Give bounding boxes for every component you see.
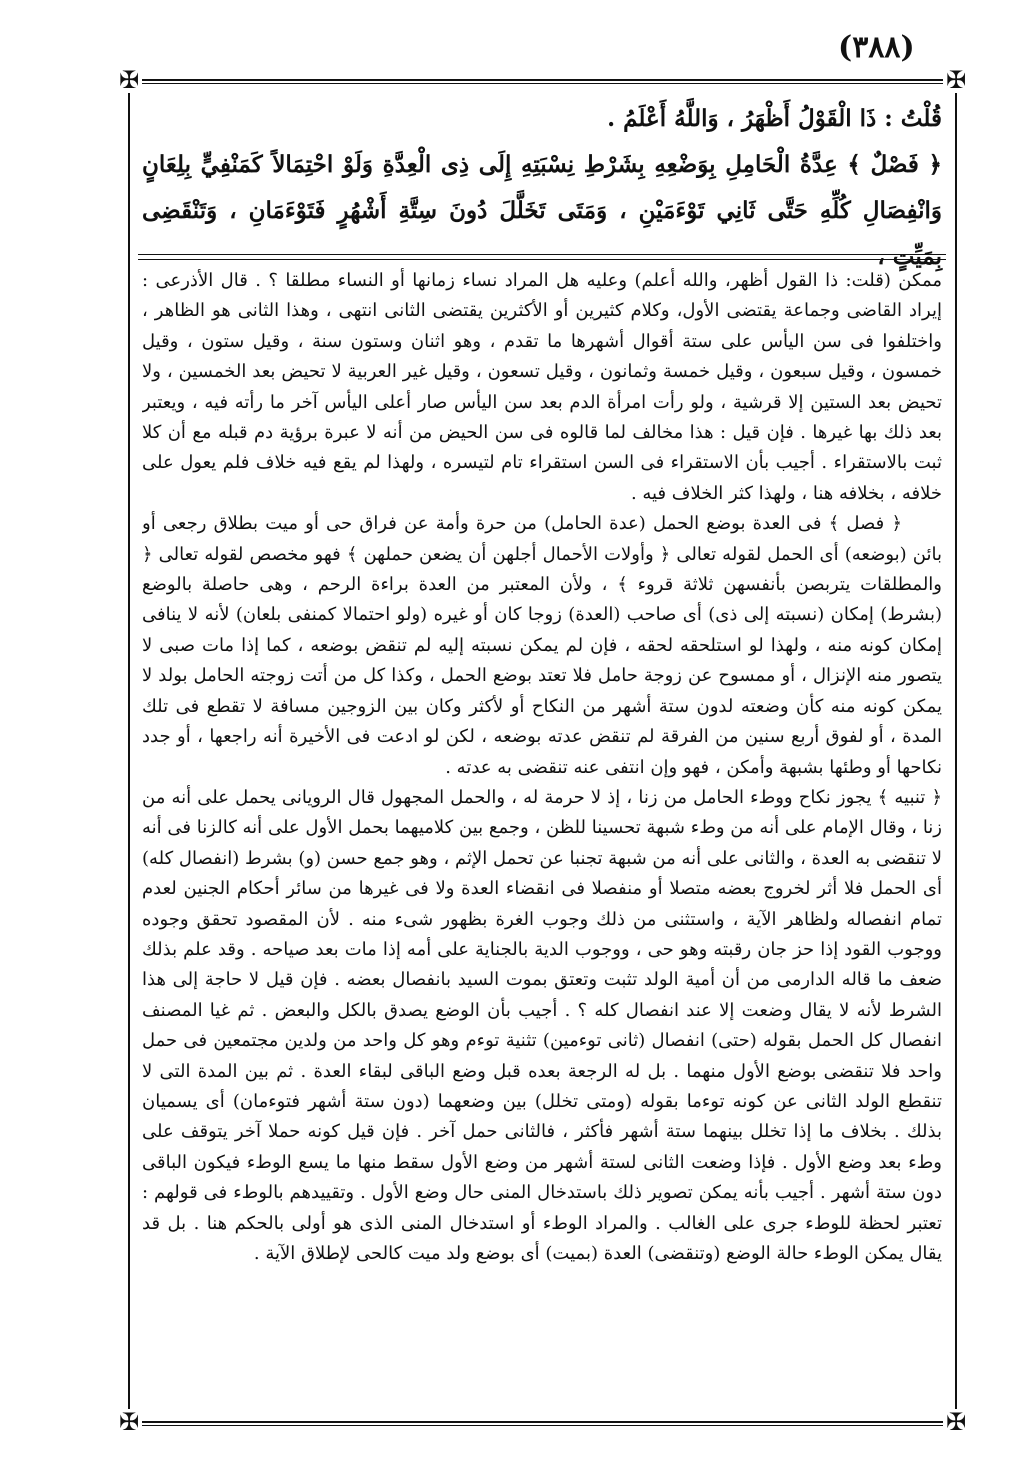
commentary-paragraph: ﴿ فصل ﴾ فى العدة بوضع الحمل (عدة الحامل) من حرة وأمة عن فراق حى أو ميت بطلاق رجعى أو بائن (بوضعه) أى الحمل لقوله تعالى ﴿ وأولات الأحمال أجلهن أن يضعن حملهن ﴾ فهو مخصص لقوله تعالى ﴿ والمطلقات يتربصن بأنفسهن ثلاثة قروء ﴾ ، ولأن المعتبر من العدة براءة الرحم ، وهى حاصلة بالوضع (بشرط) إمكان (نسبته إلى ذى) أى صاحب (العدة) زوجا كان أو غيره (ولو احتمالا كمنفى بلعان) لأنه لا ينافى إمكان كونه منه ، ولهذا لو استلحقه لحقه ، فإن لم يمكن نسبته إليه لم تنقض بوضعه ، كما إذا مات صبى لا يتصور منه الإنزال ، أو ممسوح عن زوجة حامل فلا تعتد بوضع الحمل ، وكذا كل من أتت زوجته الحامل بولد لا يمكن كونه منه كأن وضعته لدون ستة أشهر من النكاح أو لأكثر وكان بين الزوجين مسافة لا تقطع فى تلك المدة ، أو لفوق أربع سنين من الفرقة لم تنقض عدته بوضعه ، لكن لو ادعت فى الأخيرة أنه راجعها ، أو جدد نكاحها أو وطئها بشبهة وأمكن ، فهو وإن انتفى عنه تنقضى به عدته . [142, 513, 942, 778]
frame-top-border [128, 79, 957, 81]
frame-top-inner-border [128, 83, 957, 84]
corner-ornament-icon: ✠ [943, 67, 969, 93]
section-divider [138, 259, 946, 260]
page-number: (٣٨٨) [838, 30, 915, 65]
matn-text [142, 96, 942, 280]
frame-bottom-inner-border [128, 1425, 957, 1426]
matn-line: ﴿ فَصْلٌ ﴾ عِدَّةُ الْحَامِلِ بِوَضْعِهِ بِشَرْطِ نِسْبَتِهِ إِلَى ذِى الْعِدَّةِ وَلَوْ احْتِمَالاً كَمَنْفِيٍّ بِلِعَانٍ وَانْفِصَالِ كُلِّهِ حَتَّى ثَانِي تَوْءَمَيْنِ ، وَمَتَى تَخَلَّلَ دُونَ سِتَّةِ أَشْهُرٍ فَتَوْءَمَانِ ، وَتَنْقَضِى بِمَيِّتٍ ، [142, 151, 942, 270]
commentary-paragraph: ﴿ تنبيه ﴾ يجوز نكاح ووطء الحامل من زنا ، إذ لا حرمة له ، والحمل المجهول قال الرويانى يحمل على أنه من زنا ، وقال الإمام على أنه من وطء شبهة تحسينا للظن ، وجمع بين كلاميهما بحمل الأول على أنه كالزنا فى أنه لا تنقضى به العدة ، والثانى على أنه من شبهة تجنبا عن تحمل الإثم ، وهو جمع حسن (و) بشرط (انفصال كله) أى الحمل فلا أثر لخروج بعضه متصلا أو منفصلا فى انقضاء العدة ولا فى غيرها من سائر أحكام الجنين لعدم تمام انفصاله ولظاهر الآية ، واستثنى من ذلك وجوب الغرة بظهور شىء منه . لأن المقصود تحقق وجوده ووجوب القود إذا حز جان رقبته وهو حى ، ووجوب الدية بالجناية على أمه إذا مات بعد صياحه . وقد علم بذلك ضعف ما قاله الدارمى من أن أمية الولد تثبت وتعتق بموت السيد بانفصال بعضه . فإن قيل لا حاجة إلى هذا الشرط لأنه لا يقال وضعت إلا عند انفصال كله ؟ . أجيب بأن الوضع يصدق بالكل والبعض . ثم غيا المصنف انفصال كل الحمل بقوله (حتى) انفصال (ثانى توءمين) تثنية توءم وهو كل واحد من ولدين مجتمعين فى حمل واحد فلا تنقضى بوضع الأول منهما . بل له الرجعة بعده قبل وضع الباقى لبقاء العدة . ثم بين المدة التى لا تنقطع الولد الثانى عن كونه توءما بقوله (ومتى تخلل) بين وضعهما (دون ستة أشهر فتوءمان) أى يسميان بذلك . بخلاف ما إذا تخلل بينهما ستة أشهر فأكثر ، فالثانى حمل آخر . فإن قيل كونه حملا آخر يتوقف على وطء بعد وضع الأول . فإذا وضعت الثانى لستة أشهر من وضع الأول سقط منها ما يسع الوطء فيكون الباقى دون ستة أشهر . أجيب بأنه يمكن تصوير ذلك باستدخال المنى حال وضع الأول . وتقييدهم بالوطء فى قولهم : تعتبر لحظة للوطء جرى على الغالب . والمراد الوطء أو استدخال المنى الذى هو أولى بالحكم هنا . بل قد يقال يمكن الوطء حالة الوضع (وتنقضى) العدة (بميت) أى بوضع ولد ميت كالحى لإطلاق الآية . [142, 786, 942, 1264]
frame-right-border [955, 79, 957, 1425]
matn-line: قُلْتُ : ذَا الْقَوْلُ أَظْهَرُ ، وَاللَّهُ أَعْلَمُ . [607, 105, 942, 132]
corner-ornament-icon: ✠ [943, 1409, 969, 1435]
corner-ornament-icon: ✠ [116, 67, 142, 93]
corner-ornament-icon: ✠ [116, 1409, 142, 1435]
section-divider [138, 254, 946, 255]
commentary-paragraph: ممكن (قلت: ذا القول أظهر، والله أعلم) وعليه هل المراد نساء زمانها أو النساء مطلقا ؟ . قال الأذرعى : إيراد القاضى وجماعة يقتضى الأول، وكلام كثيرين أو الأكثرين يقتضى الثانى انتهى ، وهذا الثانى هو الظاهر ، واختلفوا فى سن اليأس على ستة أقوال أشهرها ما تقدم ، وهو اثنان وستون سنة ، وقيل ستون ، وقيل خمسون ، وقيل سبعون ، وقيل خمسة وثمانون ، وقيل تسعون ، وقيل غير العربية لا تحيض بعد الخمسين ، ولا تحيض بعد الستين إلا قرشية ، ولو رأت امرأة الدم بعد سن اليأس صار أعلى اليأس آخر ما رأته فيه ، ويعتبر بعد ذلك بها غيرها . فإن قيل : هذا مخالف لما قالوه فى سن الحيض من أنه لا عبرة برؤية دم قبله مع أن كلا ثبت بالاستقراء . أجيب بأن الاستقراء فى السن استقراء تام لتيسره ، ولهذا لم يقع فيه خلاف فلم يعول على خلافه ، بخلافه هنا ، ولهذا كثر الخلاف فيه . [142, 270, 942, 504]
frame-left-border [128, 79, 130, 1425]
frame-bottom-border [128, 1421, 957, 1423]
commentary-text [142, 266, 942, 1412]
